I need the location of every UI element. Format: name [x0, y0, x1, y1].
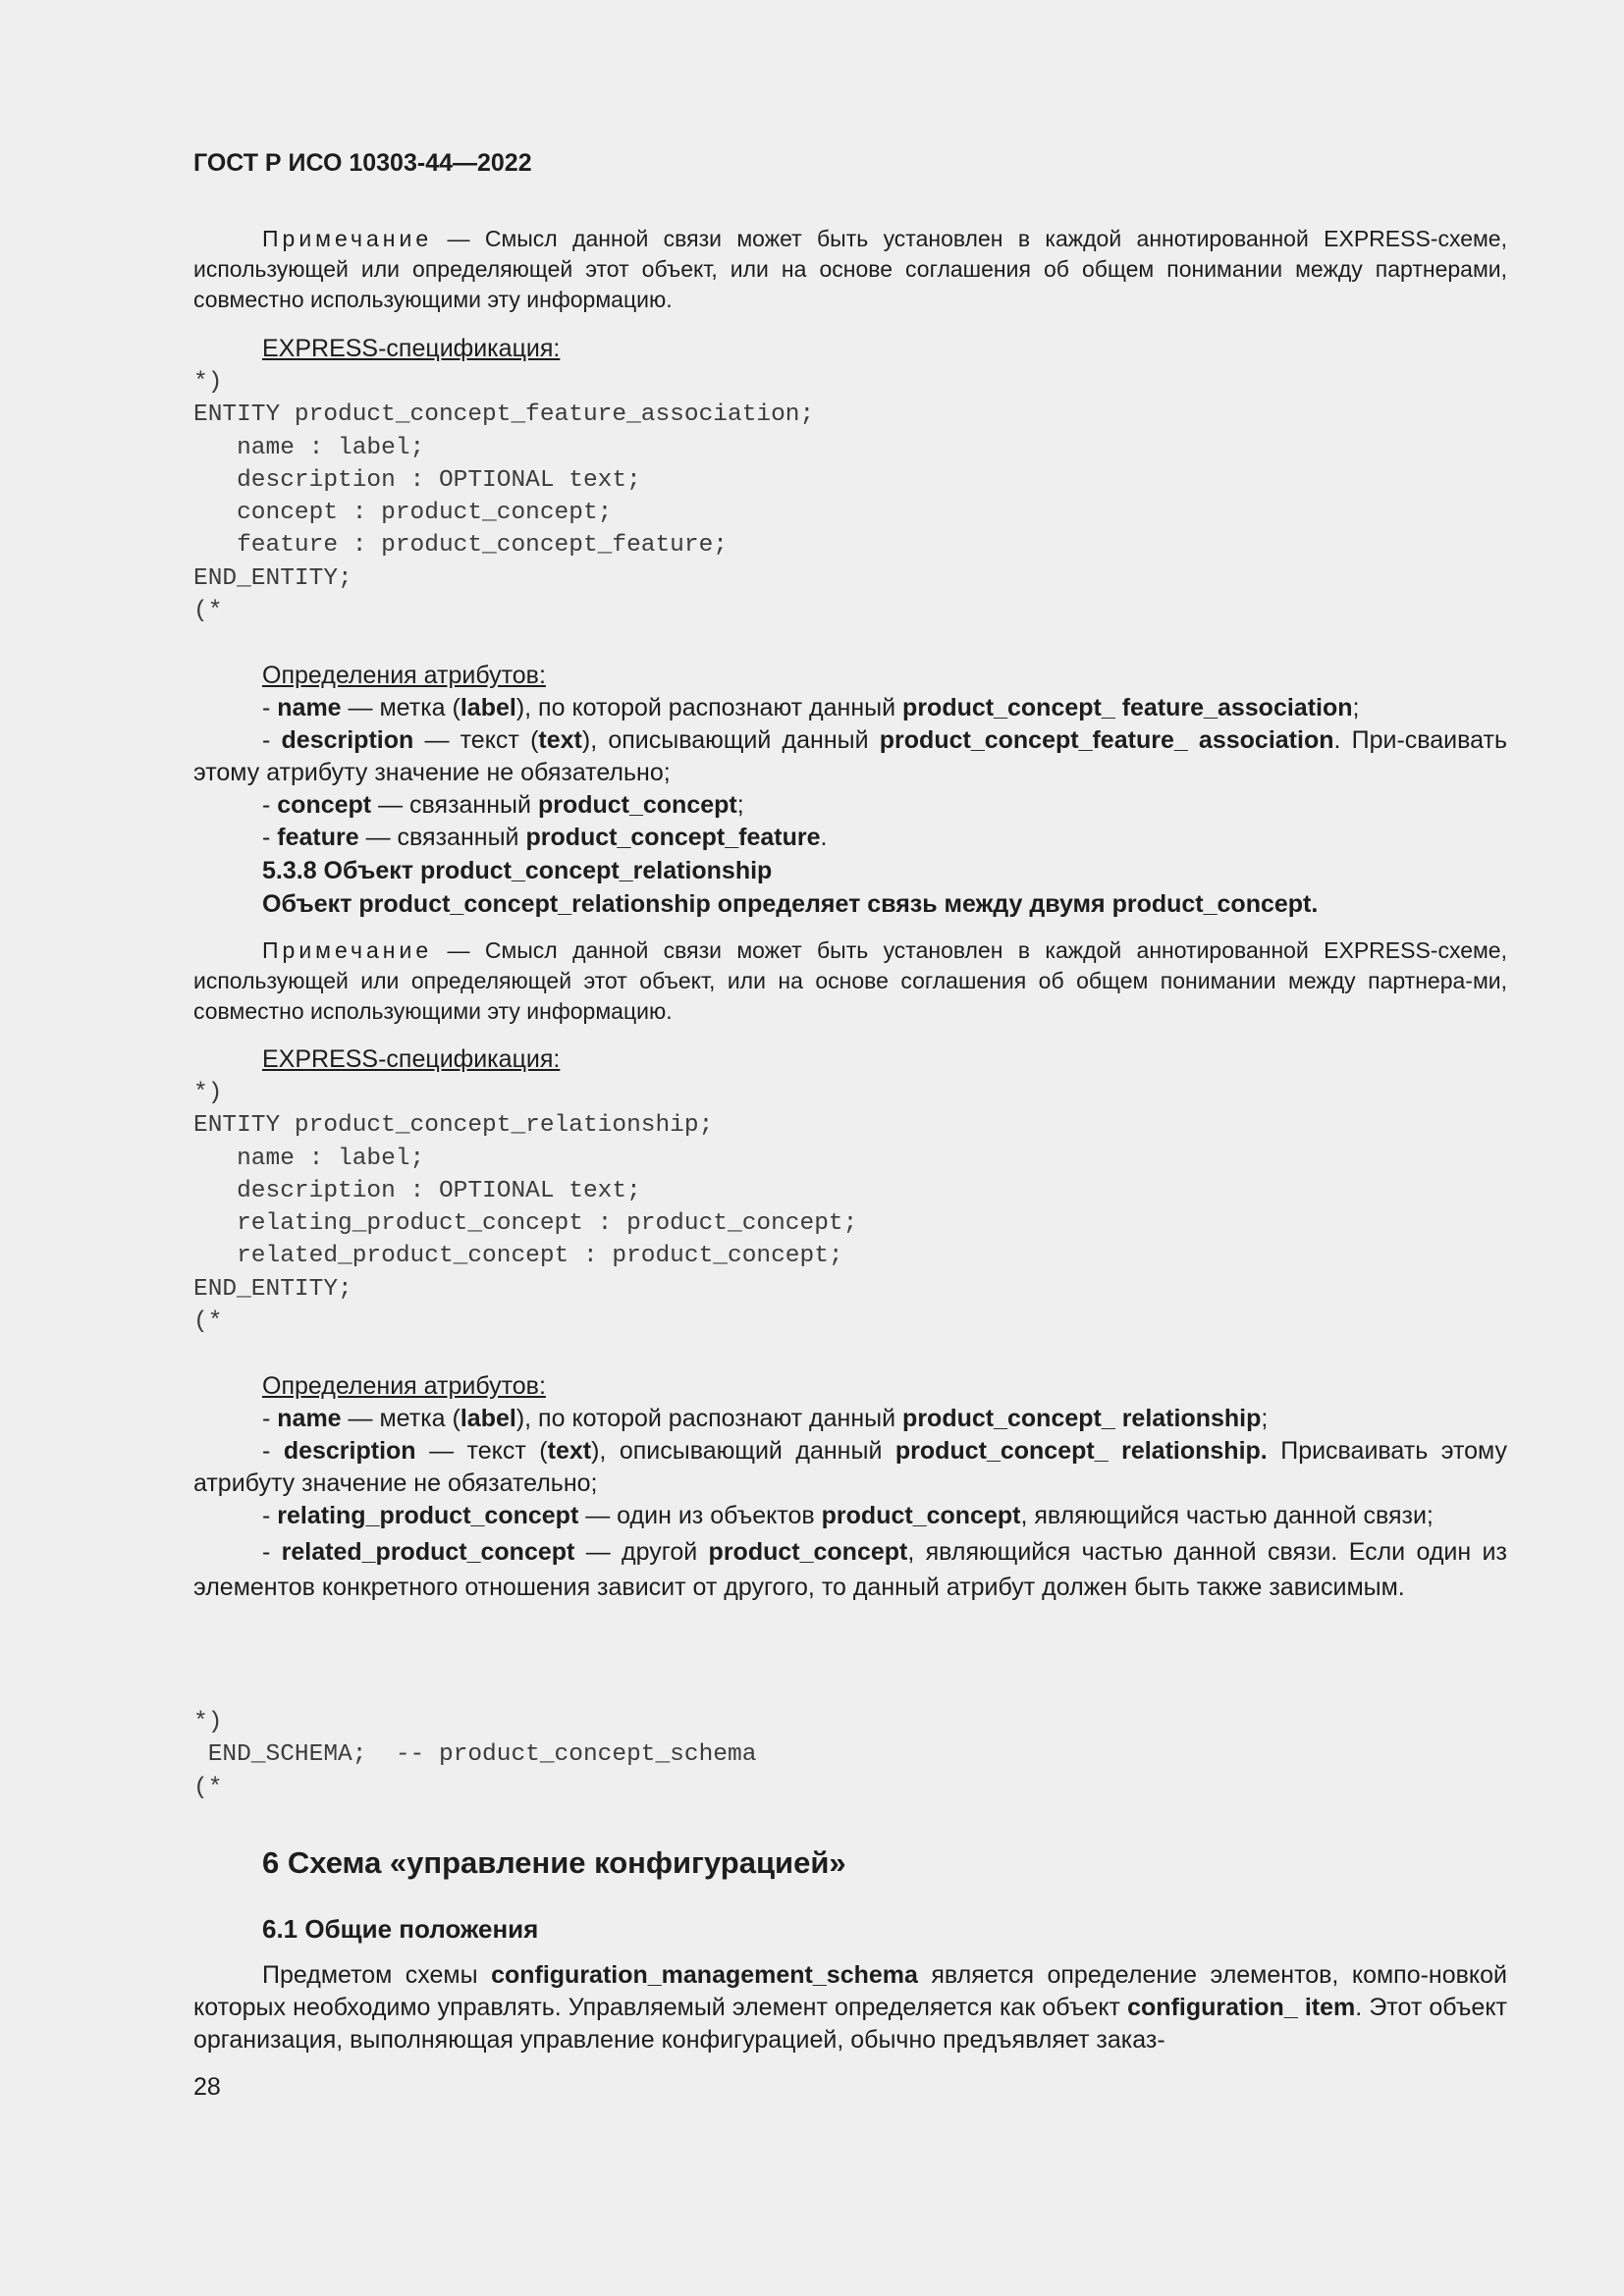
note-paragraph	[193, 935, 1507, 1027]
note-paragraph	[193, 224, 1507, 315]
attribute-item: - name — метка (label), по которой распознают данный product_concept_ feature_association;	[262, 694, 1360, 721]
express-code-block: *) END_SCHEMA; -- product_concept_schema (*	[193, 1709, 757, 1801]
section-description-538: Объект product_concept_relationship определяет связь между двумя product_concept.	[262, 890, 1319, 918]
section-heading-61: 6.1 Общие положения	[262, 1914, 539, 1944]
section-heading-6: 6 Схема «управление конфигурацией»	[262, 1845, 846, 1880]
document-page	[193, 0, 1507, 2296]
attribute-item: - name — метка (label), по которой распознают данный product_concept_ relationship;	[262, 1405, 1269, 1432]
attribute-item: - description — текст (text), описывающий данный product_concept_ relationship. Присваивать этому атрибуту значение не обязательно;	[193, 1437, 1507, 1497]
attribute-list	[193, 692, 1507, 854]
note-text: — Смысл данной связи может быть установлен в каждой аннотированной EXPRESS-схеме, использующей или определяющей этот объект, или на основе соглашения об общем понимании между партнерами, совместно использующими эту информацию.	[193, 226, 1507, 312]
note-text: — Смысл данной связи может быть установлен в каждой аннотированной EXPRESS-схеме, использующей или определяющей этот объект, или на основе соглашения об общем понимании между партнера-ми, совместно использующими эту информацию.	[193, 937, 1507, 1024]
attribute-item: - concept — связанный product_concept;	[262, 791, 744, 819]
body-paragraph: Предметом схемы configuration_management_schema является определение элементов, компо-новкой которых необходимо управлять. Управляемый элемент определяется как объект configuration_ item. Этот объект организация, выполняющая управление конфигурацией, обычно предъявляет заказ-	[193, 1961, 1508, 2054]
attribute-definitions-label: Определения атрибутов:	[262, 662, 546, 689]
note-label: Примечание	[262, 226, 433, 251]
express-code-block: *) ENTITY product_concept_relationship; name : label; description : OPTIONAL text; relating_product_concept : product_concept; related_product_concept : product_concept; END_ENTITY; (*	[193, 1080, 858, 1336]
page-number: 28	[193, 2073, 221, 2101]
section-heading-538: 5.3.8 Объект product_concept_relationship	[262, 857, 773, 884]
attribute-item: - relating_product_concept — один из объектов product_concept, являющийся частью данной связи;	[262, 1502, 1434, 1529]
attribute-list	[193, 1403, 1507, 1605]
page-header: ГОСТ Р ИСО 10303-44—2022	[193, 149, 532, 177]
express-code-block: *) ENTITY product_concept_feature_association; name : label; description : OPTIONAL text; concept : product_concept; feature : product_concept_feature; END_ENTITY; (*	[193, 369, 815, 625]
note-label: Примечание	[262, 937, 433, 963]
attribute-item: - description — текст (text), описывающий данный product_concept_feature_ association. При-сваивать этому атрибуту значение не обязательно;	[193, 726, 1507, 786]
attribute-item: - feature — связанный product_concept_feature.	[262, 824, 828, 851]
express-spec-label: EXPRESS-спецификация:	[262, 335, 561, 362]
express-spec-label: EXPRESS-спецификация:	[262, 1045, 561, 1073]
attribute-definitions-label: Определения атрибутов:	[262, 1372, 546, 1400]
attribute-item: - related_product_concept — другой product_concept, являющийся частью данной связи. Если один из элементов конкретного отношения зависит от другого, то данный атрибут должен быть также зависимым.	[193, 1538, 1507, 1601]
